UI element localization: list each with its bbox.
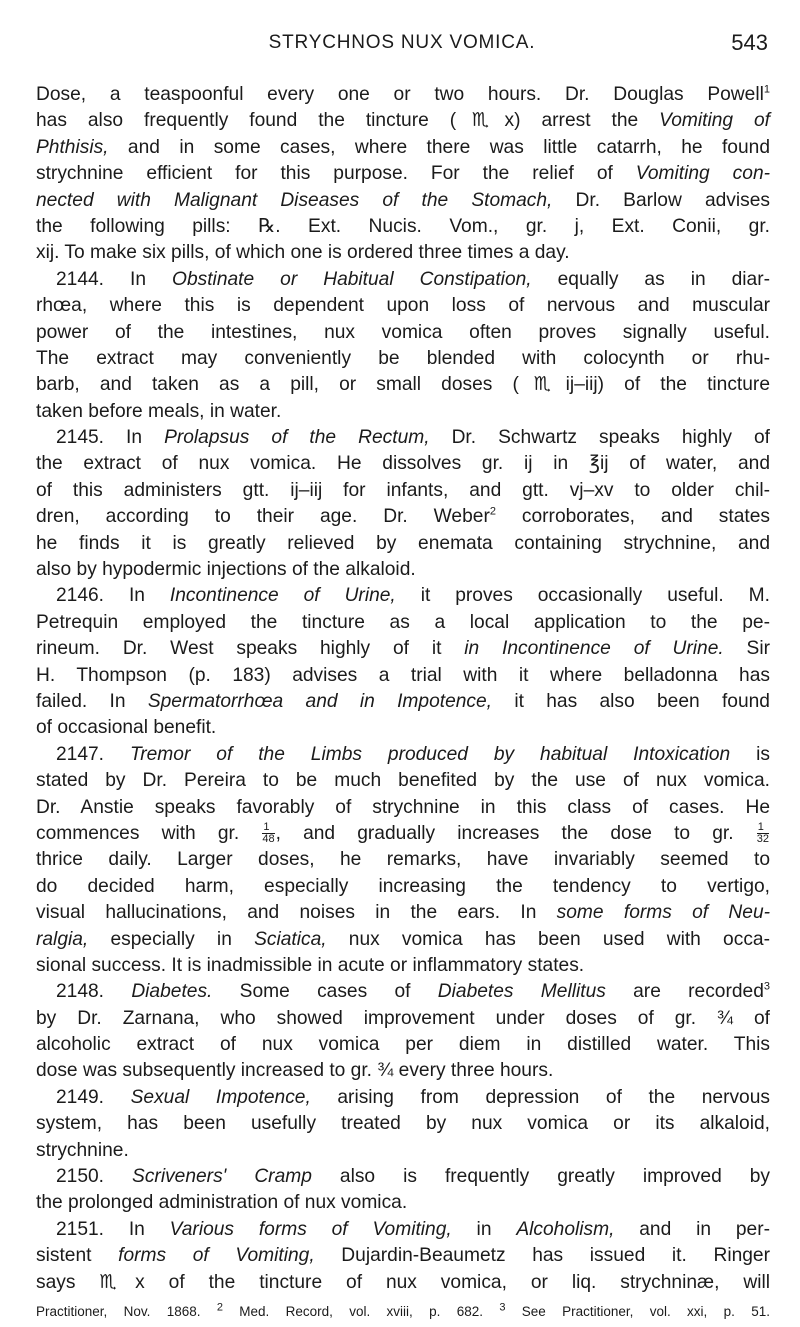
- footnote-ref: 2: [489, 505, 496, 518]
- text-line: system, has been usefully treated by nux vomica or its alkaloid,: [36, 1113, 770, 1135]
- dose-symbol: ♏x: [456, 110, 515, 132]
- text-line: 2149. Sexual Impotence, arising from depression of the nervous: [56, 1086, 770, 1108]
- text-line: taken before meals, in water.: [36, 400, 282, 422]
- paragraph-continuation: [36, 82, 770, 267]
- footnote-3: See Practitioner, vol. xxi, p. 51.: [505, 1304, 770, 1319]
- text-line: alcoholic extract of nux vomica per diem in distilled water. This: [36, 1034, 770, 1056]
- text-line: 2151. In Various forms of Vomiting, in Alcoholism, and in per-: [56, 1218, 770, 1240]
- paragraph-2150: [36, 1164, 770, 1217]
- text-line: nected with Malignant Diseases of the Stomach, Dr. Barlow advises: [36, 189, 770, 211]
- text-line: says ♏x of the tincture of nux vomica, or liq. strychninæ, will: [36, 1271, 770, 1293]
- footnote-ref: 3: [763, 980, 771, 993]
- footnote-ref: 1: [763, 83, 770, 96]
- text-line: stated by Dr. Pereira to be much benefited by the use of nux vomica.: [36, 770, 770, 792]
- text-line: commences with gr. $\frac{1}{48}$ , and gradually increases the dose to gr. $\frac{1}{32}$: [36, 821, 769, 846]
- paragraph-2147: [36, 742, 770, 980]
- text-line: dose was subsequently increased to gr. ¾ every three hours.: [36, 1060, 554, 1082]
- text-line: by Dr. Zarnana, who showed improvement under doses of gr. ¾ of: [36, 1007, 770, 1029]
- text-line: 2148. Diabetes. Some cases of Diabetes Mellitus are recorded$^3$: [56, 980, 771, 1003]
- paragraph-2145: [36, 425, 770, 583]
- text-line: power of the intestines, nux vomica often proves signally useful.: [36, 321, 770, 343]
- text-line: sistent forms of Vomiting, Dujardin-Beaumetz has issued it. Ringer: [36, 1245, 770, 1267]
- text-line: rhœa, where this is dependent upon loss of nervous and muscular: [36, 295, 770, 317]
- body-text: [36, 82, 770, 1296]
- text-line: visual hallucinations, and noises in the ears. In some forms of Neu-: [36, 902, 770, 924]
- paragraph-2149: [36, 1085, 770, 1164]
- fraction: $\frac{1}{48}$: [262, 821, 275, 846]
- text-line: strychnine efficient for this purpose. For the relief of Vomiting con-: [36, 163, 770, 185]
- text-line: ralgia, especially in Sciatica, nux vomica has been used with occa-: [36, 928, 770, 950]
- text-line: also by hypodermic injections of the alkaloid.: [36, 559, 416, 581]
- page-header: [36, 30, 768, 60]
- paragraph-2151: [36, 1217, 770, 1296]
- text-line: 2150. Scriveners' Cramp also is frequently greatly improved by: [56, 1166, 771, 1188]
- text-line: he finds it is greatly relieved by enemata containing strychnine, and: [36, 532, 770, 554]
- paragraph-2144: [36, 267, 770, 425]
- text-line: of occasional benefit.: [36, 717, 217, 739]
- text-line: thrice daily. Larger doses, he remarks, have invariably seemed to: [36, 849, 770, 871]
- text-line: H. Thompson (p. 183) advises a trial with it where belladonna has: [36, 664, 770, 686]
- fraction: $\frac{1}{32}$: [756, 821, 769, 846]
- text-line: the extract of nux vomica. He dissolves gr. ij in ℥ij of water, and: [36, 453, 770, 475]
- text-line: has also frequently found the tincture (♏x) arrest the Vomiting of: [36, 110, 771, 132]
- text-line: Dose, a teaspoonful every one or two hours. Dr. Douglas Powell$^1$: [36, 83, 770, 105]
- text-line: 2147. Tremor of the Limbs produced by habitual Intoxication is: [56, 743, 771, 765]
- text-line: the following pills: ℞. Ext. Nucis. Vom., gr. j, Ext. Conii, gr.: [36, 215, 770, 237]
- text-line: failed. In Spermatorrhœa and in Impotence, it has also been found: [36, 690, 770, 712]
- text-line: of this administers gtt. ij–iij for infants, and gtt. vj–xv to older chil-: [36, 479, 770, 501]
- text-line: dren, according to their age. Dr. Weber$^2$ corroborates, and states: [36, 505, 770, 528]
- text-line: Dr. Anstie speaks favorably of strychnine in this class of cases. He: [36, 796, 770, 818]
- text-line: do decided harm, especially increasing the tendency to vertigo,: [36, 875, 770, 897]
- text-line: rineum. Dr. West speaks highly of it in Incontinence of Urine. Sir: [36, 638, 771, 660]
- footnote-2: Med. Record, vol. xviii, p. 682.: [222, 1304, 483, 1319]
- text-line: 2146. In Incontinence of Urine, it proves occasionally useful. M.: [56, 585, 770, 607]
- text-line: The extract may conveniently be blended with colocynth or rhu-: [36, 347, 770, 369]
- footnote-marker: 2: [216, 1301, 223, 1314]
- paragraph-2146: [36, 583, 770, 741]
- text-line: strychnine.: [36, 1139, 129, 1161]
- footnote-1: Practitioner, Nov. 1868.: [36, 1304, 201, 1319]
- footnote-marker: 3: [499, 1301, 506, 1314]
- text-line: sional success. It is inadmissible in acute or inflammatory states.: [36, 954, 585, 976]
- text-line: 2145. In Prolapsus of the Rectum, Dr. Schwartz speaks highly of: [56, 427, 770, 449]
- text-line: xij. To make six pills, of which one is ordered three times a day.: [36, 242, 570, 264]
- text-line: Petrequin employed the tincture as a local application to the pe-: [36, 611, 770, 633]
- paragraph-2148: [36, 979, 770, 1085]
- text-line: the prolonged administration of nux vomica.: [36, 1192, 408, 1214]
- text-line: 2144. In Obstinate or Habitual Constipation, equally as in diar-: [56, 268, 771, 290]
- footnotes: [36, 1301, 770, 1319]
- page-number: 543: [731, 30, 768, 55]
- text-line: Phthisis, and in some cases, where there was little catarrh, he found: [36, 136, 770, 158]
- running-title: STRYCHNOS NUX VOMICA.: [268, 32, 536, 53]
- text-line: barb, and taken as a pill, or small doses (♏ij–iij) of the tincture: [36, 374, 770, 396]
- dose-symbol: ♏ij–iij: [518, 374, 598, 396]
